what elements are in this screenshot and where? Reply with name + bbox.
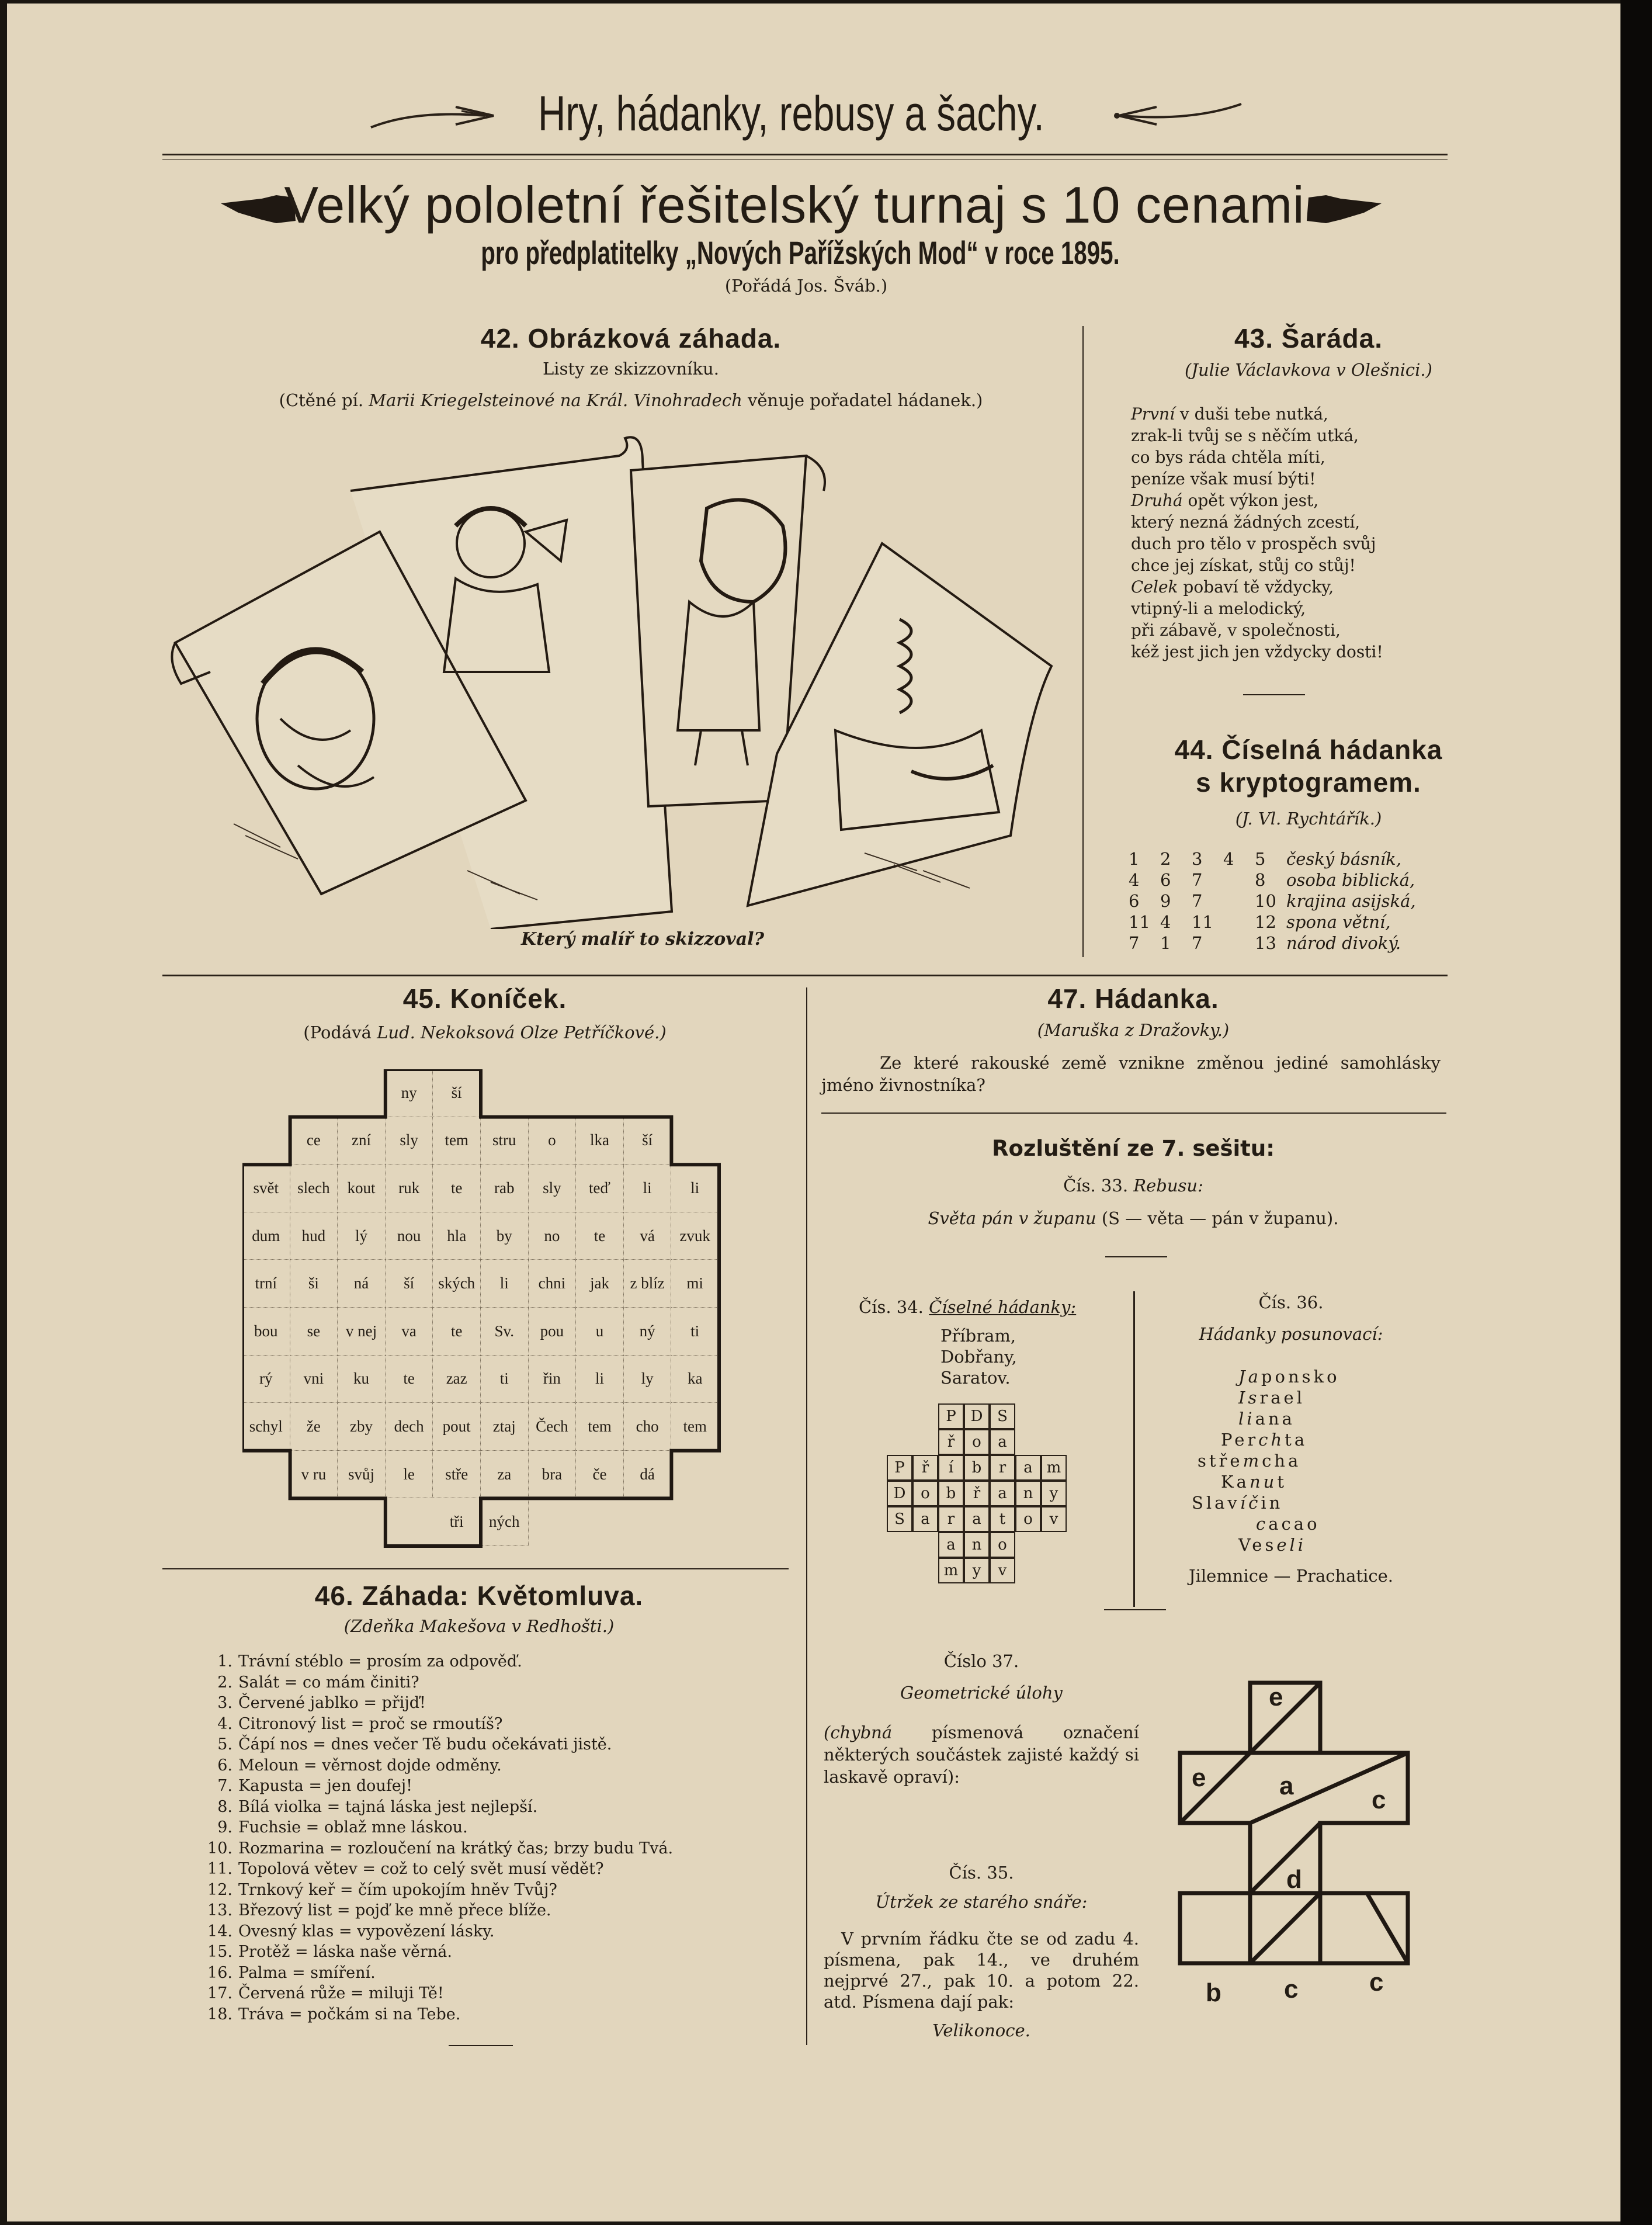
knight-grid-cell: ší [386, 1260, 433, 1308]
cross-grid-cell: í [938, 1455, 964, 1481]
tournament-organizer: (Pořádá Jos. Šváb.) [724, 276, 888, 296]
knight-grid-cell: teď [576, 1165, 624, 1212]
cross-grid-cell: r [990, 1455, 1015, 1481]
puzzle-45-author: (Podává Lud. Nekoksová Olze Petříčkové.) [303, 1023, 667, 1042]
sketchbook-illustration [164, 427, 1063, 929]
knight-grid-cell: ti [671, 1308, 719, 1356]
knight-grid-cell: tem [433, 1117, 481, 1165]
knight-grid-cell: stru [481, 1117, 529, 1165]
knight-grid-cell: ku [338, 1356, 386, 1403]
knight-grid-cell: že [290, 1403, 338, 1451]
middle-rule [162, 975, 1448, 976]
geometric-label: e [1192, 1763, 1206, 1792]
knight-grid-cell: ly [624, 1356, 672, 1403]
solution-36-label: Čís. 36. [1258, 1292, 1324, 1312]
knight-grid-cell: hla [433, 1212, 481, 1260]
puzzle-47-rule [821, 1112, 1446, 1114]
solution-37-type: Geometrické úlohy [900, 1683, 1063, 1703]
knight-grid-cell: lý [338, 1212, 386, 1260]
geometric-label: c [1372, 1786, 1386, 1814]
solution-35-answer: Velikonoce. [932, 2020, 1030, 2040]
knight-grid-cell: ši [290, 1260, 338, 1308]
knight-grid-border [242, 1069, 721, 1548]
knight-grid-cell: Čech [529, 1403, 577, 1451]
knight-grid-cell: slech [290, 1165, 338, 1212]
header-title-wrap [467, 85, 1110, 142]
puzzle-42-dedication [175, 390, 1087, 410]
shift-word: střemcha [1198, 1451, 1302, 1471]
puzzle-46-author: (Zdeňka Makešova v Redhošti.) [343, 1616, 615, 1636]
knight-grid-cell: u [576, 1308, 624, 1356]
list-item: 9. Fuchsie = oblaž mne láskou. [217, 1818, 468, 1836]
cross-grid-cell: D [887, 1481, 912, 1506]
knight-grid-cell: ný [624, 1308, 672, 1356]
knight-grid-cell: pou [529, 1308, 577, 1356]
puzzle-44-author: (J. Vl. Rychtářík.) [1235, 809, 1382, 829]
solution-34-words: Příbram, Dobřany, Saratov. [940, 1326, 1017, 1388]
puzzle-43-author: (Julie Václavkova v Olešnici.) [1185, 360, 1432, 380]
knight-grid-cell: pout [433, 1403, 481, 1451]
cross-grid-cell: S [990, 1403, 1015, 1429]
puzzle-44-title-2: s kryptogramem. [1196, 767, 1421, 798]
knight-grid-cell: ší [624, 1117, 672, 1165]
cross-grid-cell: o [964, 1429, 990, 1455]
geometric-label: a [1279, 1772, 1294, 1800]
knight-grid-cell: z blíz [624, 1260, 672, 1308]
solution-37-note: (chybná písmenová označení některých součástek zajisté každý si laskavě opraví): [824, 1723, 1139, 1787]
knight-grid-cell: te [433, 1165, 481, 1212]
knight-grid-cell: nou [386, 1212, 433, 1260]
knight-grid-cell: va [386, 1308, 433, 1356]
cryptogram-table [1129, 848, 1424, 954]
cross-grid-cell: a [912, 1506, 938, 1532]
shift-word: cacao [1256, 1514, 1320, 1534]
knight-grid-cell: sly [529, 1165, 577, 1212]
list-item: 6. Meloun = věrnost dojde odměny. [217, 1756, 502, 1775]
cross-grid-cell: ř [912, 1455, 938, 1481]
binding-edge [1620, 0, 1652, 2225]
knight-grid-cell: ruk [386, 1165, 433, 1212]
cross-grid-cell: m [1041, 1455, 1067, 1481]
knight-grid-cell: ti [481, 1356, 529, 1403]
solution-37-label: Číslo 37. [943, 1651, 1019, 1671]
geometric-label: c [1369, 1968, 1384, 1997]
poem-line: První v duši tebe nutká, [1131, 404, 1328, 424]
cryptogram-row: 1 2 3 4 5 český básník, [1129, 849, 1401, 869]
geometric-label: c [1284, 1975, 1299, 2004]
cross-grid-cell: a [990, 1481, 1015, 1506]
knight-grid-cell: vá [624, 1212, 672, 1260]
solution-35-label: Čís. 35. [949, 1863, 1014, 1883]
list-item: 7. Kapusta = jen doufej! [217, 1777, 412, 1795]
cross-grid-cell: b [964, 1455, 990, 1481]
knight-grid-cell: zní [338, 1117, 386, 1165]
list-item: 1. Trávní stéblo = prosím za odpověď. [217, 1652, 522, 1671]
knight-grid-cell: mi [671, 1260, 719, 1308]
cross-grid-cell: y [964, 1558, 990, 1583]
knight-grid-cell: v nej [338, 1308, 386, 1356]
knight-grid-cell: Sv. [481, 1308, 529, 1356]
knight-grid-cell: ny [386, 1069, 433, 1117]
shift-word: Kanut [1221, 1472, 1287, 1492]
poem-line: chce jej získat, stůj co stůj! [1131, 556, 1356, 575]
solution-35-type: Útržek ze starého snáře: [875, 1892, 1088, 1912]
knight-grid-cell: stře [433, 1451, 481, 1499]
list-item: 16. Palma = smíření. [207, 1963, 376, 1982]
knight-grid-cell: by [481, 1212, 529, 1260]
geometric-label: e [1269, 1683, 1283, 1711]
poem-line: při zábavě, v společnosti, [1131, 621, 1341, 640]
knight-grid-cell: chni [529, 1260, 577, 1308]
column-divider-bottom [806, 987, 807, 2045]
header-rule [162, 154, 1448, 155]
cross-grid-cell: a [964, 1506, 990, 1532]
list-item: 17. Červená růže = miluji Tě! [207, 1984, 444, 2002]
cross-grid-cell: t [990, 1506, 1015, 1532]
geometric-label: b [1206, 1978, 1221, 2007]
knight-grid-cell: tři [433, 1498, 481, 1546]
knight-grid-cell: li [671, 1165, 719, 1212]
shift-word: Japonsko [1238, 1367, 1340, 1387]
knight-grid-cell: dum [242, 1212, 290, 1260]
cross-grid-cell: n [1015, 1481, 1041, 1506]
knight-grid-cell: dá [624, 1451, 672, 1499]
knight-grid-cell: tem [576, 1403, 624, 1451]
knight-grid-cell: za [481, 1451, 529, 1499]
tournament-title: Velký pololetní řešitelský turnaj s 10 cenami [284, 176, 1305, 234]
solution-36-type: Hádanky posunovací: [1199, 1324, 1383, 1344]
column-divider-top [1082, 326, 1084, 957]
shift-word: liana [1238, 1409, 1295, 1429]
list-item: 10. Rozmarina = rozloučení na krátký čas; brzy budu Tvá. [207, 1839, 674, 1857]
knight-grid-cell: hud [290, 1212, 338, 1260]
knight-grid-cell: le [386, 1451, 433, 1499]
poem-line: kéž jest jich jen vždycky dosti! [1131, 642, 1383, 661]
cross-grid-cell: P [887, 1455, 912, 1481]
knight-grid-cell: ná [338, 1260, 386, 1308]
cross-grid-cell: r [938, 1506, 964, 1532]
cross-grid-cell: S [887, 1506, 912, 1532]
solution-34-label: Čís. 34. Číselné hádanky: [859, 1297, 1077, 1317]
knight-grid-cell: kout [338, 1165, 386, 1212]
solution-33-answer: Světa pán v županu (S — věta — pán v županu). [928, 1208, 1339, 1228]
list-item: 2. Salát = co mám činiti? [217, 1673, 419, 1692]
cross-grid-cell: b [938, 1481, 964, 1506]
knight-grid-cell: rý [242, 1356, 290, 1403]
knight-grid-cell: schyl [242, 1403, 290, 1451]
list-item: 15. Protěž = láska naše věrná. [207, 1943, 452, 1961]
puzzle-43-title: 43. Šaráda. [1234, 323, 1383, 353]
right-arrow-ornament [1110, 98, 1244, 133]
list-item: 12. Trnkový keř = čím upokojím hněv Tvůj? [207, 1880, 557, 1899]
poem-line: vtipný-li a melodický, [1131, 599, 1306, 618]
cryptogram-row: 6 9 7 10 krajina asijská, [1129, 891, 1416, 911]
cross-grid-cell: v [990, 1558, 1015, 1583]
cross-grid-cell: a [1015, 1455, 1041, 1481]
knight-grid-cell: jak [576, 1260, 624, 1308]
knight-grid-cell: li [576, 1356, 624, 1403]
shift-word: Slavíčin [1192, 1493, 1283, 1513]
knight-grid-cell: te [433, 1308, 481, 1356]
knight-grid-cell: cho [624, 1403, 672, 1451]
geometric-label: d [1286, 1865, 1302, 1894]
puzzle-42-title: 42. Obrázková záhada. [480, 323, 782, 353]
cross-grid-cell: P [938, 1403, 964, 1429]
cross-grid-cell: n [964, 1532, 990, 1558]
poem-line: zrak-li tvůj se s něčím utká, [1131, 426, 1359, 445]
knight-grid-cell: trní [242, 1260, 290, 1308]
shift-word: Perchta [1221, 1430, 1308, 1450]
list-item: 4. Citronový list = proč se rmoutíš? [217, 1714, 503, 1733]
knight-grid-cell: bra [529, 1451, 577, 1499]
cross-grid-cell: ř [938, 1429, 964, 1455]
knight-grid-cell: li [481, 1260, 529, 1308]
list-item: 18. Tráva = počkám si na Tebe. [207, 2005, 461, 2023]
knight-grid-cell: v ru [290, 1451, 338, 1499]
list-item: 5. Čápí nos = dnes večer Tě budu očekávati jistě. [217, 1735, 612, 1753]
cryptogram-row: 7 1 7 13 národ divoký. [1129, 933, 1401, 953]
dedication-suffix: věnuje pořadatel hádanek.) [748, 390, 983, 410]
cross-grid-cell: o [1015, 1506, 1041, 1532]
puzzle-45-title: 45. Koníček. [402, 983, 567, 1014]
pointing-hand-right-icon [1306, 193, 1382, 226]
solution-36-words [1192, 1366, 1437, 1555]
shift-word: Veseli [1238, 1535, 1307, 1555]
puzzle-46-title: 46. Záhada: Květomluva. [314, 1581, 644, 1611]
knight-grid-cell: vni [290, 1356, 338, 1403]
solution-33-label: Čís. 33. Rebusu: [1063, 1176, 1203, 1195]
knight-grid-cell: ka [671, 1356, 719, 1403]
poem-line: Celek pobaví tě vždycky, [1131, 577, 1334, 597]
solution-36-answer: Jilemnice — Prachatice. [1188, 1566, 1394, 1586]
knight-grid-cell: řin [529, 1356, 577, 1403]
knight-grid-cell: tem [671, 1403, 719, 1451]
knight-grid-cell: svět [242, 1165, 290, 1212]
poem-line: který nezná žádných zcestí, [1131, 512, 1361, 532]
poem-line: peníze však musí býti! [1131, 469, 1316, 488]
poem-line: co bys ráda chtěla míti, [1131, 448, 1325, 467]
knight-grid-cell: svůj [338, 1451, 386, 1499]
knight-grid-cell: ší [433, 1069, 481, 1117]
solution-divider-foot [1104, 1609, 1166, 1610]
cryptogram-row: 11 4 11 12 spona větní, [1129, 912, 1391, 932]
cross-grid-cell: a [990, 1429, 1015, 1455]
poem-line: Druhá opět výkon jest, [1131, 491, 1319, 510]
section-end-rule [449, 2045, 513, 2046]
knight-grid-cell: sly [386, 1117, 433, 1165]
dedication-prefix: (Ctěné pí. [279, 390, 364, 410]
cross-grid-cell: y [1041, 1481, 1067, 1506]
solution-divider [1133, 1291, 1135, 1607]
knight-grid-cell: te [576, 1212, 624, 1260]
flower-language-list [204, 1651, 789, 2025]
knight-grid-cell: ských [433, 1260, 481, 1308]
cross-grid-cell: ř [964, 1481, 990, 1506]
knight-grid-cell: no [529, 1212, 577, 1260]
puzzle-47-author: (Maruška z Dražovky.) [1037, 1020, 1230, 1040]
header-rule-thin [162, 159, 1448, 160]
geometric-figure [1174, 1677, 1420, 2004]
solution-34-cross-grid [887, 1403, 1074, 1590]
puzzle-47-title: 47. Hádanka. [1047, 983, 1219, 1014]
cross-grid-cell: D [964, 1403, 990, 1429]
section-46-rule [162, 1568, 789, 1569]
knight-grid-cell: lka [576, 1117, 624, 1165]
knight-grid-cell: zby [338, 1403, 386, 1451]
tournament-title-wrap [280, 175, 1309, 235]
knight-grid-cell: ztaj [481, 1403, 529, 1451]
puzzle-42-question: Který malíř to skizzoval? [520, 929, 765, 949]
knight-grid-cell: ných [481, 1498, 529, 1546]
puzzle-43-poem [1131, 403, 1505, 663]
dedication-name: Marii Kriegelsteinové na Král. Vinohradech [369, 390, 742, 410]
cross-grid-cell: v [1041, 1506, 1067, 1532]
section-separator [1243, 694, 1305, 695]
poem-line: duch pro tělo v prospěch svůj [1131, 534, 1376, 553]
cross-grid-cell: o [912, 1481, 938, 1506]
knight-grid-cell: rab [481, 1165, 529, 1212]
list-item: 14. Ovesný klas = vypovězení lásky. [207, 1922, 495, 1940]
shift-word: Israel [1238, 1388, 1305, 1408]
tournament-subtitle: pro předplatitelky „Nových Pařížských Mod“ v roce 1895. [481, 234, 1120, 271]
knight-grid-cell: li [624, 1165, 672, 1212]
knight-grid-cell: se [290, 1308, 338, 1356]
list-item: 11. Topolová větev = což to celý svět musí vědět? [207, 1860, 604, 1878]
knight-tour-grid [242, 1069, 719, 1546]
cross-grid-cell: a [938, 1532, 964, 1558]
solutions-separator [1105, 1256, 1167, 1257]
knight-grid-cell: te [386, 1356, 433, 1403]
puzzle-44-title-1: 44. Číselná hádanka [1174, 734, 1443, 765]
list-item: 3. Červené jablko = přijď! [217, 1694, 426, 1712]
knight-grid-cell: če [576, 1451, 624, 1499]
solutions-title: Rozluštění ze 7. sešitu: [991, 1136, 1275, 1161]
cross-grid-cell: o [990, 1532, 1015, 1558]
cryptogram-row: 4 6 7 8 osoba biblická, [1129, 870, 1415, 890]
puzzle-47-text: Ze které rakouské země vznikne změnou jediné samohlásky jméno živnostníka? [821, 1053, 1441, 1095]
header-title: Hry, hádanky, rebusy a šachy. [538, 86, 1044, 141]
knight-grid-cell: zaz [433, 1356, 481, 1403]
knight-grid-cell: bou [242, 1308, 290, 1356]
knight-grid-cell: o [529, 1117, 577, 1165]
puzzle-42-subtitle: Listy ze skizzovníku. [543, 359, 719, 379]
cross-grid-cell: m [938, 1558, 964, 1583]
solution-35-text: V prvním řádku čte se od zadu 4. písmena, pak 14., ve druhém nejprvé 27., pak 10. a potom 22. atd. Písmena dají pak: [824, 1929, 1139, 2012]
list-item: 13. Březový list = pojď ke mně přece blíže. [207, 1901, 551, 1919]
knight-grid-cell: zvuk [671, 1212, 719, 1260]
list-item: 8. Bílá violka = tajná láska jest nejlepší. [217, 1797, 538, 1816]
knight-grid-cell: ce [290, 1117, 338, 1165]
knight-grid-cell: dech [386, 1403, 433, 1451]
tournament-subtitle-wrap [350, 234, 1250, 272]
